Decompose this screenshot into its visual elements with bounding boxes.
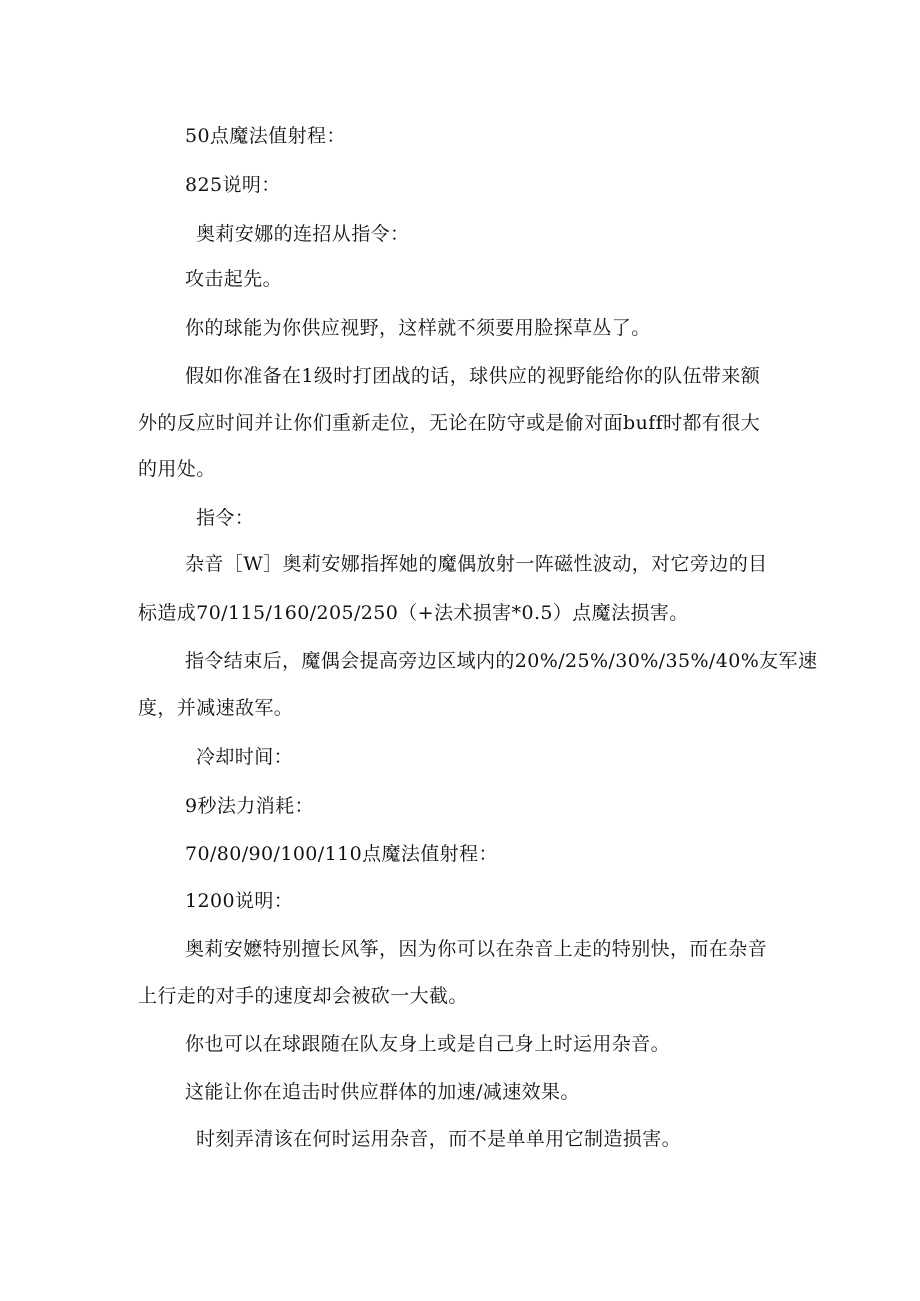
text-line: 的用处。 xyxy=(138,458,216,480)
text-line: 1200说明： xyxy=(185,890,294,912)
text-line: 50点魔法值射程： xyxy=(185,125,346,147)
text-line: 70/80/90/100/110点魔法值射程： xyxy=(185,843,498,865)
text-line: 指令： xyxy=(196,507,255,529)
text-line: 标造成70/115/160/205/250（+法术损害*0.5）点魔法损害。 xyxy=(138,602,689,624)
text-line: 冷却时间： xyxy=(196,746,294,768)
text-line: 假如你准备在1级时打团战的话，球供应的视野能给你的队伍带来额 xyxy=(185,365,761,387)
text-line: 奥莉安娜的连招从指令： xyxy=(196,223,410,245)
text-line: 9秒法力消耗： xyxy=(185,795,314,817)
text-line: 指令结束后，魔偶会提高旁边区域内的20%/25%/30%/35%/40%友军速 xyxy=(185,650,818,672)
text-line: 奥莉安嬷特别擅长风筝，因为你可以在杂音上走的特别快，而在杂音 xyxy=(185,938,768,960)
text-line: 度，并减速敌军。 xyxy=(138,697,294,719)
text-line: 这能让你在追击时供应群体的加速/减速效果。 xyxy=(185,1081,580,1103)
text-line: 你的球能为你供应视野，这样就不须要用脸探草丛了。 xyxy=(185,317,651,339)
text-line: 上行走的对手的速度却会被砍一大截。 xyxy=(138,985,468,1007)
text-line: 你也可以在球跟随在队友身上或是自己身上时运用杂音。 xyxy=(185,1033,671,1055)
text-line: 外的反应时间并让你们重新走位，无论在防守或是偷对面buff时都有很大 xyxy=(138,412,761,434)
text-line: 杂音［W］奥莉安娜指挥她的魔偶放射一阵磁性波动，对它旁边的目 xyxy=(185,553,768,575)
text-line: 时刻弄清该在何时运用杂音，而不是单单用它制造损害。 xyxy=(196,1128,682,1150)
text-line: 攻击起先。 xyxy=(185,268,283,290)
text-line: 825说明： xyxy=(185,174,281,196)
